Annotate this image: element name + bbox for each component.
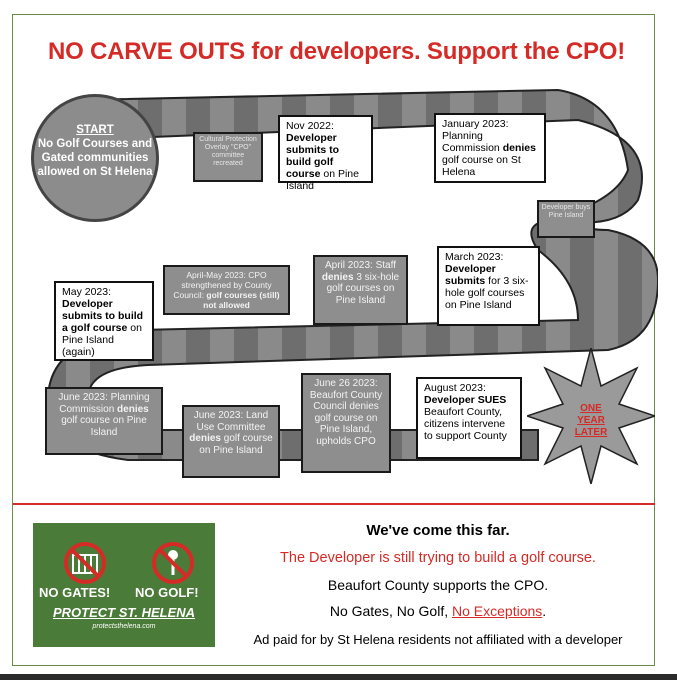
step-jan-2023 [434, 113, 546, 183]
step-apr-2023-pre: April 2023: Staff [325, 260, 396, 271]
no-gates-label: NO GATES! [39, 585, 111, 600]
step-aug-2023-bold: Developer SUES [424, 394, 507, 406]
step-apr-2023 [313, 255, 408, 325]
start-circle [31, 94, 159, 222]
step-jun-2023-planning-pre: June 2023: Planning Commission [58, 392, 150, 415]
step-jun-26-2023 [301, 373, 391, 473]
no-golf-icon [151, 541, 195, 585]
message-line-1: We've come this far. [366, 522, 510, 539]
message-line-2: The Developer is still trying to build a golf course. [280, 550, 596, 566]
step-cpo-created-text: Cultural Protection Overlay "CPO" committee recreated [199, 136, 257, 167]
step-mar-2023-rest: for 3 six-hole golf courses on Pine Island [445, 275, 529, 311]
step-apr-2023-rest: 3 six-hole golf courses on Pine Island [326, 271, 400, 306]
bottom-bar [0, 674, 677, 680]
protect-st-helena-logo [33, 523, 215, 647]
step-jun-26-2023-text: June 26 2023: Beaufort County Council denies golf course on Pine Island, upholds CPO [309, 378, 383, 447]
start-heading: START [76, 124, 114, 136]
step-mar-2023-bold: Developer submits [445, 263, 496, 287]
step-jun-2023-landuse-bold: denies [189, 433, 221, 444]
message-line-4-c: . [542, 603, 547, 619]
message-line-3: Beaufort County supports the CPO. [327, 577, 549, 593]
no-gates-icon [63, 541, 107, 585]
step-may-2023 [54, 281, 154, 361]
message-line-4 [218, 603, 658, 619]
step-nov-2022-date: Nov 2022: [286, 120, 334, 132]
step-cpo-created [193, 132, 263, 182]
message-line-4-b: No Exceptions [452, 603, 543, 619]
step-mar-2023-date: March 2023: [445, 251, 504, 263]
message-line-4-a: No Gates, No Golf, [329, 603, 452, 619]
step-developer-buys [537, 200, 595, 238]
step-may-2023-bold: Developer submits to build a golf course [62, 298, 144, 334]
step-jun-2023-landuse-rest: golf course on Pine Island [199, 433, 273, 456]
step-nov-2022-rest: on Pine Island [286, 168, 359, 192]
step-mar-2023 [437, 246, 540, 326]
step-apr-2023-bold: denies [321, 271, 354, 283]
step-may-2023-date: May 2023: [62, 286, 112, 298]
one-year-later: ONE YEAR LATER [574, 403, 608, 438]
org-name: PROTECT ST. HELENA [52, 605, 196, 620]
step-jun-2023-landuse-pre: June 2023: Land Use Committee [193, 410, 269, 433]
step-nov-2022-bold: Developer submits to build golf course [286, 132, 340, 180]
step-may-2023-rest: on Pine Island (again) [62, 322, 142, 358]
step-jan-2023-pre: January 2023: Planning Commission [442, 118, 509, 154]
step-nov-2022 [278, 115, 373, 192]
no-golf-label: NO GOLF! [135, 585, 199, 600]
step-apr-may-2023-bold: golf courses (still) not allowed [203, 290, 280, 310]
step-jun-2023-planning-rest: golf course on Pine Island [61, 415, 147, 438]
org-url: protectsthelena.com [92, 623, 156, 630]
step-jun-2023-planning [45, 387, 163, 455]
step-apr-may-2023-pre: April-May 2023: CPO strengthened by County Council: [173, 270, 272, 300]
step-jun-2023-landuse [182, 405, 280, 478]
step-apr-may-2023 [163, 265, 290, 315]
step-jan-2023-bold: denies [502, 142, 536, 154]
message-line-5: Ad paid for by St Helena residents not affiliated with a developer [253, 632, 623, 647]
step-aug-2023 [416, 377, 522, 459]
divider [13, 503, 655, 505]
step-aug-2023-rest: Beaufort County, citizens intervene to support County [424, 406, 507, 442]
step-aug-2023-date: August 2023: [424, 382, 486, 394]
step-jun-2023-planning-bold: denies [117, 403, 149, 415]
headline: NO CARVE OUTS for developers. Support the CPO! [47, 38, 626, 65]
step-jan-2023-rest: golf course on St Helena [442, 154, 521, 178]
start-body: No Golf Courses and Gated communities allowed on St Helena [37, 138, 153, 178]
step-developer-buys-text: Developer buys Pine Island [541, 204, 591, 219]
